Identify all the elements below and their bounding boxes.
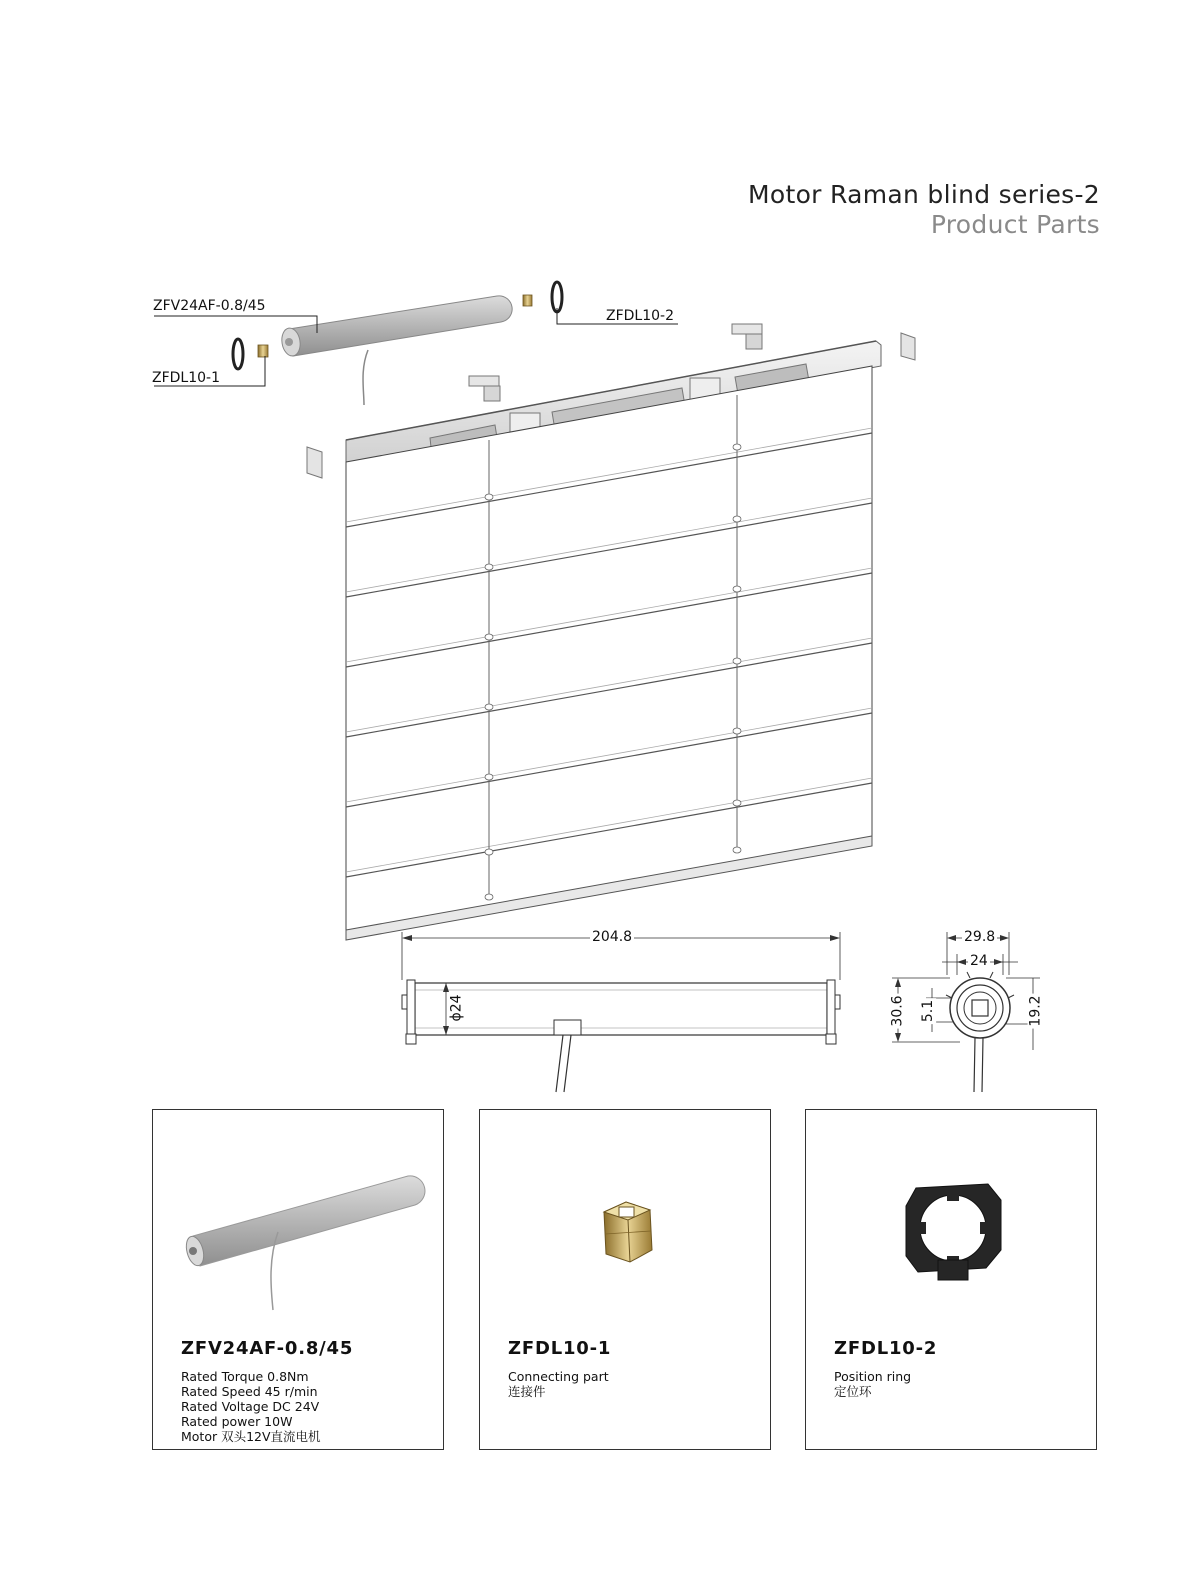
blind-fabric-panel [346,366,872,940]
motor-end-view [889,932,1040,1092]
motor-side-view [402,932,840,1092]
end-cap-right [901,333,915,360]
product-card-connector [479,1109,771,1450]
motor-image [153,1110,445,1330]
card-title: ZFDL10-1 [508,1338,612,1359]
exploded-motor [280,296,512,405]
spec-line: Connecting part [508,1369,609,1384]
card-specs [834,1369,911,1399]
spec-line: Position ring [834,1369,912,1384]
callout-ring-label: ZFDL10-2 [606,308,674,324]
dim-inner-offset: 5.1 [920,999,937,1023]
spec-line: Rated Speed 45 r/min [181,1384,318,1399]
product-card-motor [152,1109,444,1450]
page-title: Motor Raman blind series-2 [748,180,1100,209]
page-subtitle: Product Parts [930,210,1100,239]
dim-outer-width: 29.8 [964,929,996,945]
spec-line: Rated Voltage DC 24V [181,1399,320,1414]
exploded-ring-left [233,339,243,369]
callout-motor-label: ZFV24AF-0.8/45 [153,298,266,314]
exploded-ring-right [552,282,562,312]
dim-motor-diameter: ϕ24 [448,994,465,1022]
mounting-bracket-left [469,376,500,401]
dim-motor-length: 204.8 [592,929,633,945]
end-cap-left [307,447,322,478]
card-title: ZFV24AF-0.8/45 [181,1338,354,1359]
spec-line: 连接件 [508,1384,546,1399]
spec-line: Rated power 10W [181,1414,293,1429]
mounting-bracket-right [732,324,762,349]
callout-connector-label: ZFDL10-1 [152,370,220,386]
card-specs [508,1369,609,1399]
spec-line: Rated Torque 0.8Nm [181,1369,309,1384]
card-specs [181,1369,321,1444]
dim-inner-width: 24 [970,953,988,969]
dim-outer-height: 30.6 [889,995,906,1027]
card-title: ZFDL10-2 [834,1338,938,1359]
spec-line: 定位环 [834,1384,872,1399]
exploded-connector-right [523,295,532,306]
spec-line: Motor 双头12V直流电机 [181,1429,321,1444]
product-card-ring [805,1109,1097,1450]
connector-image [480,1110,772,1330]
ring-image [806,1110,1098,1330]
exploded-connector-left [258,345,268,357]
dim-inner-height: 19.2 [1027,995,1044,1027]
